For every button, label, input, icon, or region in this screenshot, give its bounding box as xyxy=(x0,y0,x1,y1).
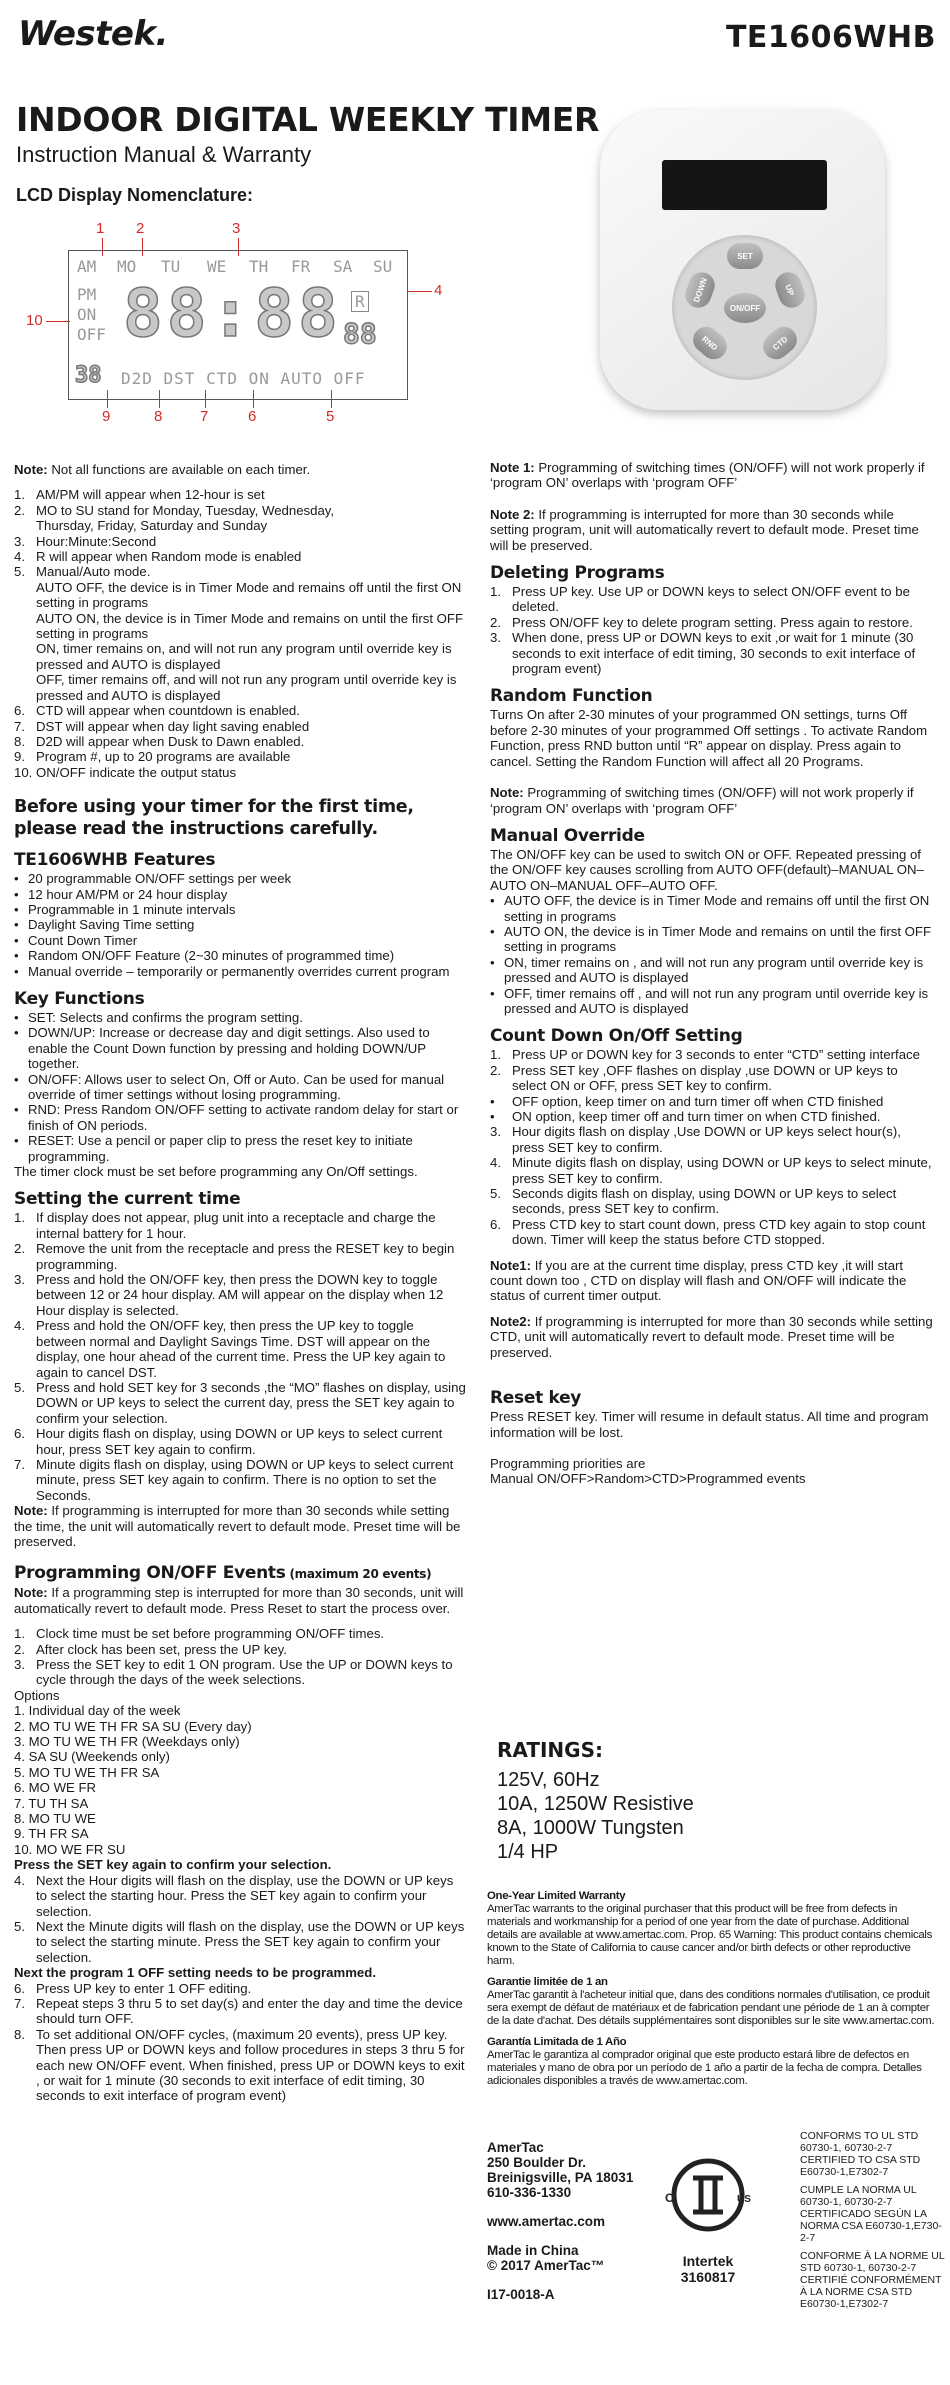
onoff-key: ON/OFF xyxy=(724,293,766,323)
manual-override-heading: Manual Override xyxy=(490,825,645,846)
list-item: • Random ON/OFF Feature (2~30 minutes of programmed time) xyxy=(14,948,395,964)
down-key: DOWN xyxy=(682,269,719,312)
list-item: • Count Down Timer xyxy=(14,932,138,948)
program-note-1: Note 1: Programming of switching times (ON/OFF) will not work properly if ‘program ON’ overlaps with ‘program OFF’ xyxy=(490,460,925,491)
features-heading: TE1606WHB Features xyxy=(14,850,216,871)
list-item: 7. TU TH SA xyxy=(14,1795,89,1811)
random-heading: Random Function xyxy=(490,686,653,707)
list-item: AUTO OFF, the device is in Timer Mode and remains off until the first ON setting in programs xyxy=(36,579,462,611)
list-item: 8. MO TU WE xyxy=(14,1811,96,1827)
list-item: 2. Press ON/OFF key to delete program setting. Press again to restore. xyxy=(490,614,913,630)
list-item: • ON, timer remains on , and will not run any program until override key is pressed and AUTO is displayed xyxy=(490,954,924,986)
list-item: • RND: Press Random ON/OFF setting to activate random delay for start or finish of ON periods. xyxy=(14,1102,459,1133)
list-item: 8. To set additional ON/OFF cycles, (maximum 20 events), press UP key. Then press UP or DOWN keys and follow procedures in steps 3 thru 5 for each new ON/OFF event. When finished, press UP or DOWN keys to exit , or wait for 1 minute (30 seconds to exit interface of edit timing, 30 seconds to exit interface of program event) xyxy=(14,2026,465,2104)
timer-device-illustration xyxy=(600,110,885,410)
list-item: OFF, timer remains off, and will not run any program until override key is pressed and AUTO is displayed xyxy=(36,672,457,703)
list-item: 8. D2D will appear when Dusk to Dawn enabled. xyxy=(14,733,305,749)
list-item: • ON/OFF: Allows user to select On, Off or Auto. Can be used for manual override of timer settings without losing programming. xyxy=(14,1071,445,1102)
programming-note: Note: If a programming step is interrupted for more than 30 seconds, unit will automatically revert to default mode. Press Reset to start the process over. xyxy=(14,1585,464,1616)
list-item: 1. If display does not appear, plug unit into a receptacle and charge the internal battery for 1 hour. xyxy=(14,1210,436,1241)
list-item: 2. Press SET key ,OFF flashes on display ,use DOWN or UP keys to select ON or OFF, press SET key to confirm. xyxy=(490,1062,898,1094)
priority-label: Programming priorities are xyxy=(490,1455,646,1471)
document-code: I17-0018-A xyxy=(487,2287,555,2302)
key-functions-heading: Key Functions xyxy=(14,988,145,1009)
rnd-key: RND xyxy=(688,321,732,364)
list-item: 6. MO WE FR xyxy=(14,1780,97,1796)
warranty-fr-heading: Garantie limitée de 1 an xyxy=(487,1976,608,1988)
set-key: SET xyxy=(727,243,763,269)
list-item: 1. AM/PM will appear when 12-hour is set xyxy=(14,487,265,503)
options-list xyxy=(14,1703,467,1857)
list-item: 6. Hour digits flash on display, using DOWN or UP keys to select current hour, press SET key again to confirm. xyxy=(14,1426,443,1457)
list-item: • Daylight Saving Time setting xyxy=(14,917,195,933)
list-item: 9. TH FR SA xyxy=(14,1826,89,1842)
programming-heading: Programming ON/OFF Events (maximum 20 events) xyxy=(14,1563,432,1584)
list-item: 4. Minute digits flash on display, using DOWN or UP keys to select minute, press SET key to confirm. xyxy=(490,1155,932,1186)
made-in: Made in China xyxy=(487,2243,579,2258)
list-item: Thursday, Friday, Saturday and Sunday xyxy=(36,518,268,534)
list-item: 2. After clock has been set, press the UP key. xyxy=(14,1641,287,1657)
lcd-we: WE xyxy=(207,257,227,276)
countdown-heading: Count Down On/Off Setting xyxy=(490,1026,743,1047)
reset-heading: Reset key xyxy=(490,1388,582,1409)
deleting-heading: Deleting Programs xyxy=(490,563,665,584)
copyright: © 2017 AmerTac™ xyxy=(487,2258,605,2273)
ctd-key: CTD xyxy=(758,321,802,364)
list-item: 1. Press UP or DOWN key for 3 seconds to enter “CTD” setting interface xyxy=(490,1047,920,1063)
warranty-es-text: AmerTac le garantiza al comprador original que este producto estará libre de defectos en materiales y mano de obra por un período de 1 año a partir de la fecha de compra. Detalles adicionales disponibles a través de www.amertac.com. xyxy=(487,2049,922,2087)
list-item: 4. SA SU (Weekends only) xyxy=(14,1749,170,1765)
intertek-block xyxy=(663,2253,753,2285)
company-address-2: Breinigsville, PA 18031 xyxy=(487,2170,634,2185)
programming-steps-a xyxy=(14,1626,467,1688)
list-item: • 12 hour AM/PM or 24 hour display xyxy=(14,886,228,902)
left-column xyxy=(14,462,467,2104)
lcd-bottom-row: D2D DST CTD ON AUTO OFF xyxy=(121,369,366,388)
etl-certification-icon xyxy=(663,2150,753,2245)
lcd-tu: TU xyxy=(161,257,181,276)
intertek-label: Intertek xyxy=(682,2253,734,2269)
lcd-frame xyxy=(68,250,408,400)
list-item: 5. MO TU WE TH FR SA xyxy=(14,1764,160,1780)
warranty-fr-text: AmerTac garantit à l'acheteur initial que, dans des conditions normales d'utilisation, ce produit sera exempt de défaut de matériaux et de fabrication pendant une période de 1 an à compter de la date d'achat. Des détails supplémentaires sont disponibles sur le site www.amertac.com. xyxy=(487,1989,935,2027)
lcd-am: AM xyxy=(77,257,97,276)
list-item: 3. Press the SET key to edit 1 ON program. Use the UP or DOWN keys to cycle through the days of the week selections. xyxy=(14,1657,453,1688)
countdown-note-1: Note1: If you are at the current time display, press CTD key ,it will start count down too , CTD on display will flash and ON/OFF will indicate the status of current timer output. xyxy=(490,1257,907,1304)
ratings-block xyxy=(497,1738,897,1864)
list-item: 6. Press CTD key to start count down, press CTD key again to stop count down. Timer will keep the status before CTD stopped. xyxy=(490,1216,926,1248)
list-item: • AUTO OFF, the device is in Timer Mode and remains off until the first ON setting in programs xyxy=(490,893,930,924)
list-item: 4. R will appear when Random mode is enabled xyxy=(14,549,302,565)
lcd-heading: LCD Display Nomenclature: xyxy=(16,185,254,205)
model-number: TE1606WHB xyxy=(725,20,936,55)
company-phone: 610-336-1330 xyxy=(487,2185,572,2200)
list-item: 1. Individual day of the week xyxy=(14,1703,181,1719)
list-item: 2. MO to SU stand for Monday, Tuesday, Wednesday, xyxy=(14,502,335,518)
list-item: 3. When done, press UP or DOWN keys to exit ,or wait for 1 minute (30 seconds to exit interface of edit timing, 30 seconds to exit interface of program event) xyxy=(490,630,916,677)
callout-8: 8 xyxy=(154,408,163,425)
callout-5: 5 xyxy=(326,408,335,425)
list-item: 5. Manual/Auto mode. xyxy=(14,564,151,580)
ratings-heading: RATINGS: xyxy=(497,1738,603,1762)
lcd-r-indicator: R xyxy=(351,291,369,312)
list-item: ON, timer remains on, and will not run any program until override key is pressed and AUTO is displayed xyxy=(36,641,452,672)
callout-6: 6 xyxy=(248,408,257,425)
list-item: 4. Next the Hour digits will flash on the display, use the DOWN or UP keys to select the starting hour. Press the SET key again to confirm your selection. xyxy=(14,1872,454,1919)
options-label: Options xyxy=(14,1687,60,1703)
list-item: • Programmable in 1 minute intervals xyxy=(14,901,236,917)
callout-10: 10 xyxy=(26,312,43,329)
lcd-on: ON xyxy=(77,305,97,324)
up-key: UP xyxy=(772,269,809,312)
warranty-block xyxy=(487,1890,939,2096)
brand-logo: Westek. xyxy=(18,14,168,54)
list-item: 10. MO WE FR SU xyxy=(14,1841,126,1857)
list-item: 1. Press UP key. Use UP or DOWN keys to select ON/OFF event to be deleted. xyxy=(490,584,910,615)
random-text: Turns On after 2-30 minutes of your programmed ON settings, turns Off before 2-30 minutes of your programmed Off settings . To activate Random Function, press RND button until “R” appear on display. Press again to cancel. Setting the Random Function will affect all 20 Programs. xyxy=(490,707,928,769)
page-subtitle: Instruction Manual & Warranty xyxy=(16,142,312,167)
reset-text: Press RESET key. Timer will resume in default status. All time and program information will be lost. xyxy=(490,1409,929,1440)
list-item: • OFF, timer remains off , and will not run any program until override key is pressed and AUTO is displayed xyxy=(490,985,929,1016)
list-item: 10. ON/OFF indicate the output status xyxy=(14,764,237,780)
countdown-steps xyxy=(490,1047,935,1247)
callout-7: 7 xyxy=(200,408,209,425)
list-item: 2. Remove the unit from the receptacle and press the RESET key to begin programming. xyxy=(14,1241,455,1272)
callout-9: 9 xyxy=(102,408,111,425)
callout-3: 3 xyxy=(232,220,241,237)
page-title: INDOOR DIGITAL WEEKLY TIMER xyxy=(16,100,600,139)
programming-steps-b xyxy=(14,1873,467,1965)
cert-mark-c: C xyxy=(665,2191,674,2205)
programming-steps-c xyxy=(14,1981,467,2104)
company-name: AmerTac xyxy=(487,2140,544,2155)
lcd-th: TH xyxy=(249,257,269,276)
lcd-program-number: 38 xyxy=(75,363,102,388)
company-website[interactable]: www.amertac.com xyxy=(487,2214,606,2229)
list-item: 7. DST will appear when day light saving enabled xyxy=(14,718,310,734)
list-item: • OFF option, keep timer on and turn timer off when CTD finished xyxy=(490,1093,884,1109)
device-screen xyxy=(662,160,827,210)
program-note-2: Note 2: If programming is interrupted for more than 30 seconds while setting program, unit will automatically revert to default mode. Preset time will be preserved. xyxy=(490,506,919,553)
list-item: • DOWN/UP: Increase or decrease day and digit settings. Also used to enable the Count Down function by pressing and holding DOWN/UP together. xyxy=(14,1025,430,1072)
rating-line: 125V, 60Hz xyxy=(497,1769,600,1791)
lcd-sa: SA xyxy=(333,257,353,276)
functions-note: Note: Not all functions are available on each timer. xyxy=(14,462,311,477)
list-item: • RESET: Use a pencil or paper clip to press the reset key to initiate programming. xyxy=(14,1133,413,1164)
manual-override-list xyxy=(490,893,935,1016)
warranty-en-heading: One-Year Limited Warranty xyxy=(487,1890,626,1902)
list-item: 3. Hour digits flash on display ,Use DOWN or UP keys select hour(s), press SET key to confirm. xyxy=(490,1124,901,1155)
list-item: 7. Repeat steps 3 thru 5 to set day(s) and enter the day and time the device should turn OFF. xyxy=(14,1995,463,2027)
next-off-instruction: Next the program 1 OFF setting needs to be programmed. xyxy=(14,1965,376,1981)
list-item: 9. Program #, up to 20 programs are available xyxy=(14,749,291,765)
deleting-steps xyxy=(490,584,935,676)
setting-time-note: Note: If programming is interrupted for more than 30 seconds while setting the time, the unit will automatically revert to default mode. Preset time will be preserved. xyxy=(14,1503,461,1549)
setting-time-heading: Setting the current time xyxy=(14,1189,241,1210)
intertek-number: 3160817 xyxy=(680,2269,736,2285)
lcd-legend-list xyxy=(14,487,467,780)
features-list xyxy=(14,871,467,979)
lcd-diagram xyxy=(14,220,474,440)
list-item: 3. Hour:Minute:Second xyxy=(14,533,157,549)
list-item: 4. Press and hold the ON/OFF key, then press the UP key to toggle between normal and Daylight Savings Time. DST will appear on the display, one hour ahead of the current time. Press the UP key again to again to cancel DST. xyxy=(14,1318,446,1380)
conform-fr: CONFORME À LA NORME UL STD 60730-1, 60730-2-7 CERTIFIÉ CONFORMÉMENT À LA NORME CSA STD E60730-1,E7302-7 xyxy=(800,2250,945,2310)
rating-line: 10A, 1250W Resistive xyxy=(497,1793,694,1815)
cert-mark-us: US xyxy=(737,2194,751,2205)
company-info xyxy=(487,2140,647,2302)
manual-override-text: The ON/OFF key can be used to switch ON or OFF. Repeated pressing of the ON/OFF key causes scrolling from AUTO OFF(default)–MANUAL ON–AUTO ON–MANUAL OFF–AUTO OFF. xyxy=(490,846,924,893)
warranty-en-text: AmerTac warrants to the original purchaser that this product will be free from defects in materials and workmanship for a period of one year from the date of purchase. Additional details are available at www.amertac.com. Prop. 65 Warning: This product contains chemicals known to the State of California to cause cancer and/or birth defects or other reproductive harm. xyxy=(487,1903,932,1967)
setting-time-steps xyxy=(14,1210,467,1503)
warranty-es-heading: Garantía Limitada de 1 Año xyxy=(487,2036,627,2048)
callout-1: 1 xyxy=(96,220,105,237)
priority-text: Manual ON/OFF>Random>CTD>Programmed events xyxy=(490,1471,806,1487)
list-item: 2. MO TU WE TH FR SA SU (Every day) xyxy=(14,1718,252,1734)
random-note: Note: Programming of switching times (ON/OFF) will not work properly if ‘program ON’ overlaps with ‘program OFF’ xyxy=(490,785,914,816)
lcd-su: SU xyxy=(373,257,393,276)
list-item: 6. Press UP key to enter 1 OFF editing. xyxy=(14,1980,252,1996)
key-functions-footer: The timer clock must be set before programming any On/Off settings. xyxy=(14,1164,418,1180)
conform-en: CONFORMS TO UL STD 60730-1, 60730-2-7 CERTIFIED TO CSA STD E60730-1,E7302-7 xyxy=(800,2130,921,2178)
list-item: • SET: Selects and confirms the program setting. xyxy=(14,1009,303,1025)
lcd-off: OFF xyxy=(77,325,106,344)
list-item: • ON option, keep timer off and turn timer on when CTD finished. xyxy=(490,1109,881,1124)
list-item: 5. Seconds digits flash on display, using DOWN or UP keys to select seconds, press SET key to confirm. xyxy=(490,1186,897,1217)
list-item: 5. Press and hold SET key for 3 seconds ,the “MO” flashes on display, using DOWN or UP keys to select the current day, press the SET key again to confirm your selection. xyxy=(14,1379,466,1426)
lcd-fr: FR xyxy=(291,257,311,276)
list-item: • 20 programmable ON/OFF settings per week xyxy=(14,871,292,887)
company-address-1: 250 Boulder Dr. xyxy=(487,2155,587,2170)
key-functions-list xyxy=(14,1010,467,1164)
device-keypad xyxy=(672,235,817,380)
list-item: 3. Press and hold the ON/OFF key, then press the DOWN key to toggle between 12 or 24 hour display. AM will appear on the display when 12 Hour display is selected. xyxy=(14,1272,444,1318)
callout-4: 4 xyxy=(434,282,443,299)
conform-es: CUMPLE LA NORMA UL 60730-1, 60730-2-7 CERTIFICADO SEGÚN LA NORMA CSA E60730-1,E730-2-7 xyxy=(800,2184,942,2244)
rating-line: 8A, 1000W Tungsten xyxy=(497,1817,684,1839)
list-item: 1. Clock time must be set before programming ON/OFF times. xyxy=(14,1626,385,1642)
lcd-main-digits: 88:88 xyxy=(123,275,342,352)
countdown-note-2: Note2: If programming is interrupted for more than 30 seconds while setting CTD, unit will automatically revert to default mode. Preset time will be preserved. xyxy=(490,1313,933,1360)
lcd-pm: PM xyxy=(77,285,97,304)
list-item: 5. Next the Minute digits will flash on the display, use the DOWN or UP keys to select the starting minute. Press the SET key again to confirm your selection. xyxy=(14,1918,465,1965)
callout-2: 2 xyxy=(136,220,145,237)
conformity-statements xyxy=(800,2130,945,2316)
before-using-heading: Before using your timer for the first time, please read the instructions carefully. xyxy=(14,797,414,840)
list-item: 6. CTD will appear when countdown is enabled. xyxy=(14,703,300,719)
list-item: AUTO ON, the device is in Timer Mode and remains on until the first OFF setting in programs xyxy=(36,610,464,642)
right-column xyxy=(490,460,935,1487)
rating-line: 1/4 HP xyxy=(497,1841,559,1863)
list-item: 7. Minute digits flash on display, using DOWN or UP keys to select current minute, press SET key again to confirm. There is no option to set the Seconds. xyxy=(14,1456,454,1503)
lcd-mo: MO xyxy=(117,257,137,276)
list-item: • Manual override – temporarily or permanently overrides current program xyxy=(14,963,450,979)
lcd-seconds-digits: 88 xyxy=(343,317,377,350)
confirm-instruction: Press the SET key again to confirm your selection. xyxy=(14,1857,332,1873)
list-item: 3. MO TU WE TH FR (Weekdays only) xyxy=(14,1734,240,1750)
list-item: • AUTO ON, the device is in Timer Mode and remains on until the first OFF setting in programs xyxy=(490,923,932,955)
